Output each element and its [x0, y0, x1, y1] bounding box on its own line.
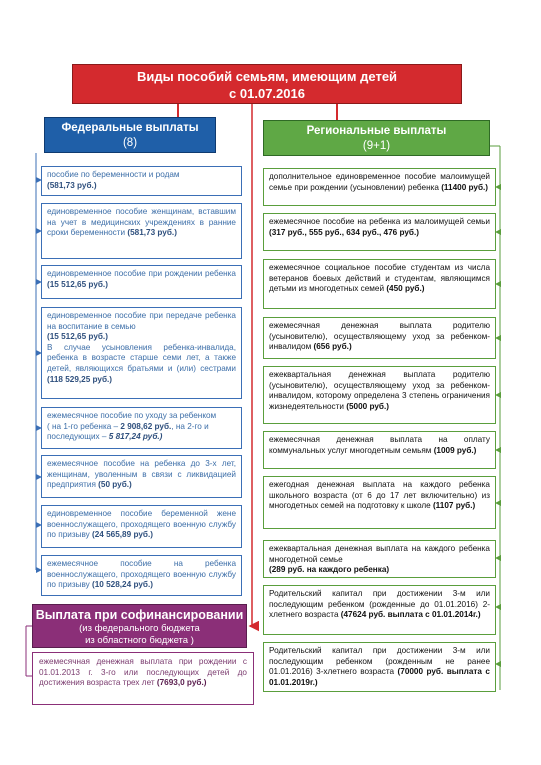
regional-item	[263, 168, 496, 206]
federal-item-amount: (10 528,24 руб.)	[92, 580, 153, 590]
regional-item-text: Родительский капитал при достижении 3-м или последующим ребенком (рожденные до 01.01.2016) 2-хлетнего возраста	[269, 589, 490, 620]
regional-item-amount: (70000 руб. выплата с 01.01.2019г.)	[269, 667, 490, 687]
regional-item-text: Родительский капитал при достижении 3-м или последующим ребенком (рожденным не ранее 01.01.2016) 3-хлетнего возраста	[269, 646, 490, 677]
regional-item	[263, 585, 496, 635]
regional-item-amount: (317 руб., 555 руб., 634 руб., 476 руб.)	[269, 227, 419, 237]
regional-item-amount: (289 руб. на каждого ребенка)	[269, 565, 390, 575]
cofinancing-item	[32, 652, 254, 705]
regional-item	[263, 213, 496, 251]
title-line-2: с 01.07.2016	[229, 86, 305, 101]
regional-heading: Региональные выплаты	[306, 125, 447, 137]
federal-item-text: единовременное пособие при рождении ребенка	[47, 269, 236, 278]
regional-item-amount: (1107 руб.)	[432, 501, 476, 511]
federal-item-amount: (581,73 руб.)	[127, 228, 177, 238]
regional-item-text: ежеквартальная денежная выплата на каждого ребенка многодетной семье	[269, 544, 490, 564]
federal-item-amount: (24 565,89 руб.)	[92, 530, 153, 540]
cofinancing-heading: Выплата при софинансировании	[35, 608, 244, 622]
regional-item-amount: (450 руб.)	[386, 284, 425, 294]
federal-item-extra: В случае усыновления ребенка-инвалида, ребенка в возрасте старше семи лет, а также детей, являющихся братьями и (или) сестрами	[47, 342, 236, 373]
regional-item	[263, 259, 496, 309]
federal-item	[41, 307, 242, 399]
federal-item-text: единовременное пособие при передаче ребенка на воспитание в семью	[47, 311, 236, 331]
cofinancing-sub-2: из областного бюджета )	[85, 635, 194, 646]
federal-item-text: единовременное пособие женщинам, вставшим на учет в медицинских учреждениях в ранние сроки беременности	[47, 207, 236, 238]
federal-header	[44, 117, 216, 153]
federal-item: ежемесячное пособие по уходу за ребенком ( на 1-го ребенка – 2 908,62 руб., на 2-го и последующих – 5 817,24 руб.)	[41, 407, 242, 449]
federal-item-amount: 5 817,24 руб.)	[108, 432, 163, 442]
federal-heading: Федеральные выплаты	[61, 122, 199, 134]
federal-item-text: ежемесячное пособие по уходу за ребенком	[47, 411, 217, 420]
cofinancing-header	[32, 604, 247, 648]
federal-item-amount: (50 руб.)	[98, 480, 132, 490]
federal-item-text: единовременное пособие беременной жене военнослужащего, проходящего военную службу по призыву	[47, 509, 236, 540]
cofinancing-item-text: ежемесячная денежная выплата при рождении с 01.01.2013 г. 3-го или последующих детей до достижения возраста трех лет	[39, 657, 247, 688]
federal-item	[41, 265, 242, 299]
regional-item-amount: (1009 руб.)	[433, 445, 477, 455]
federal-item	[41, 555, 242, 596]
regional-item	[263, 431, 496, 469]
federal-item-amount: 2 908,62 руб.	[120, 421, 172, 431]
regional-item-text: ежемесячная денежная выплата родителю (усыновителю), осуществляющему уход за ребенком-инвалидом	[269, 321, 490, 352]
regional-item-amount: (47624 руб. выплата с 01.01.2014г.)	[340, 610, 481, 620]
regional-item	[263, 317, 496, 359]
federal-item-text: пособие по беременности и родам	[47, 170, 180, 179]
federal-item	[41, 505, 242, 548]
regional-item-amount: (11400 руб.)	[441, 182, 489, 192]
regional-item	[263, 540, 496, 578]
federal-item-extra-amount: (118 529,25 руб.)	[47, 374, 113, 384]
regional-item-amount: (5000 руб.)	[346, 401, 389, 411]
regional-item	[263, 476, 496, 529]
page-title	[72, 64, 462, 104]
regional-header	[263, 120, 490, 156]
federal-item-amount: (15 512,65 руб.)	[47, 279, 108, 289]
cofinancing-item-amount: (7693,0 руб.)	[156, 678, 207, 688]
regional-count: (9+1)	[362, 140, 391, 152]
regional-item-text: ежемесячное социальное пособие студентам из числа ветеранов боевых действий и студентам, являющимся детьми из многодетных семей	[269, 263, 490, 294]
cofinancing-sub-1: (из федерального бюджета	[79, 623, 200, 634]
federal-item	[41, 455, 242, 498]
federal-item-amount: (581,73 руб.)	[47, 180, 97, 190]
regional-item	[263, 366, 496, 424]
title-line-1: Виды пособий семьям, имеющим детей	[136, 69, 398, 84]
regional-item-text: ежемесячное пособие на ребенка из малоимущей семьи	[269, 217, 490, 226]
federal-item-text: ежемесячное пособие на ребенка до 3-х лет, женщинам, уволенным в связи с ликвидацией предприятия	[47, 459, 236, 490]
regional-item-text: ежемесячная денежная выплата на оплату коммунальных услуг многодетным семьям	[269, 435, 490, 455]
regional-item-amount: (656 руб.)	[313, 342, 352, 352]
federal-item	[41, 203, 242, 259]
federal-item	[41, 166, 242, 196]
federal-item-text: ежемесячное пособие на ребенка военнослужащего, проходящего военную службу по призыву	[47, 559, 236, 590]
regional-item-text: дополнительное единовременное пособие малоимущей семье при рождении (усыновлении) ребенка	[269, 172, 490, 192]
federal-item-amount: (15 512,65 руб.)	[47, 332, 108, 342]
regional-item-text: ежеквартальная денежная выплата родителю (усыновителю), осуществляющему уход за ребенком-инвалидом, которому определена 3 степень ограничения жизнедеятельности	[269, 370, 490, 411]
regional-item-text: ежегодная денежная выплата на каждого ребенка школьного возраста (от 6 до 17 лет включительно) из многодетных семей на подготовку к школе	[269, 480, 490, 511]
regional-item	[263, 642, 496, 692]
federal-count: (8)	[122, 137, 138, 149]
